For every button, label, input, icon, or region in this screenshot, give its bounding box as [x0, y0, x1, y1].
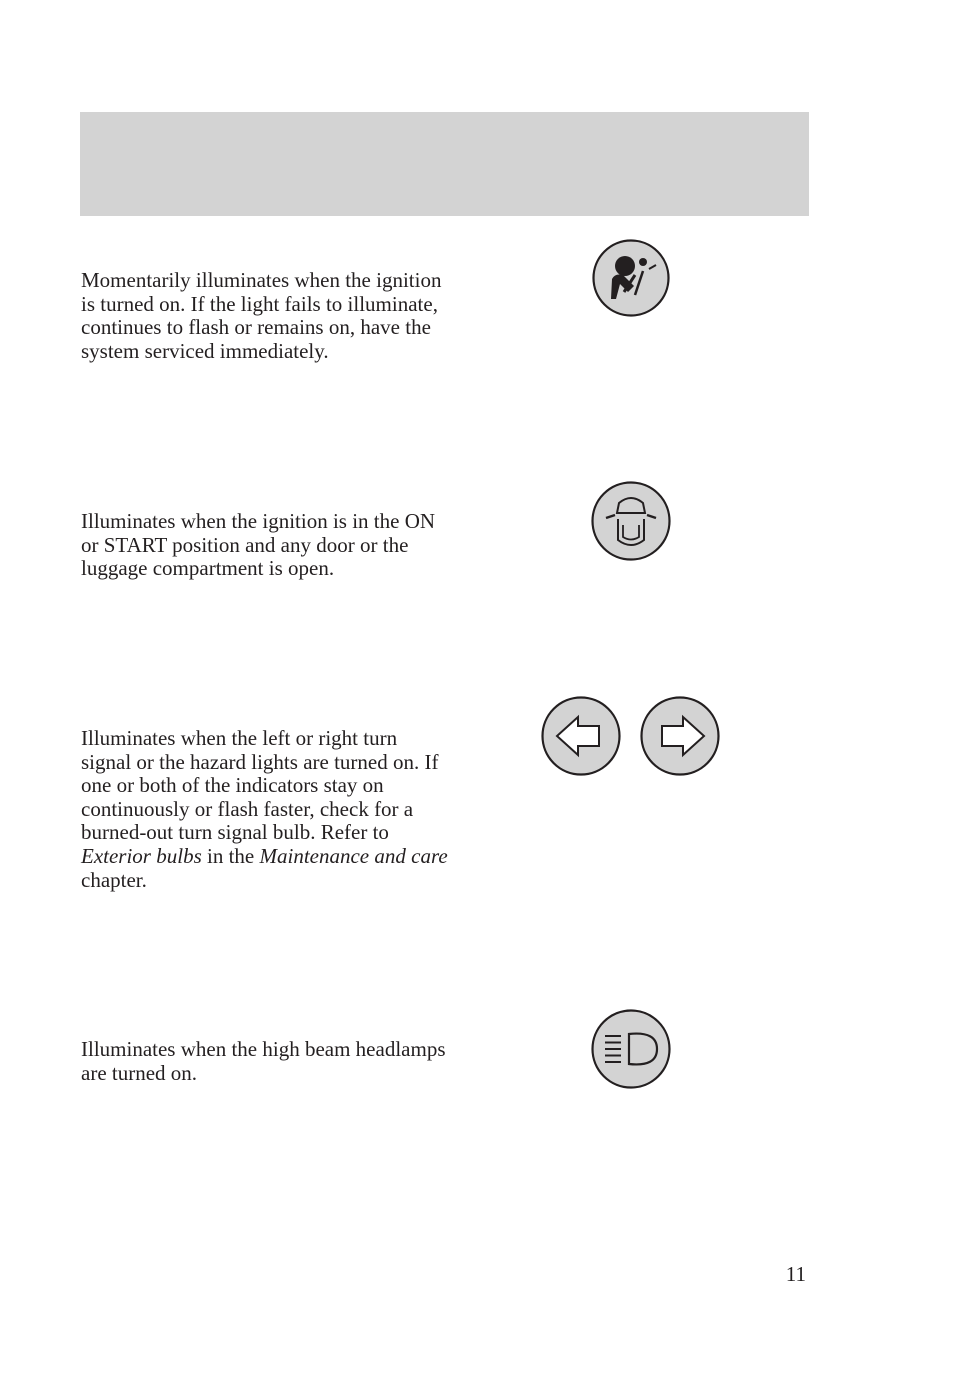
turn-signal-text-2: in the [201, 843, 260, 868]
high-beam-icon [590, 1008, 672, 1090]
turn-signal-text-3: chapter. [81, 867, 147, 892]
exterior-bulbs-reference: Exterior bulbs [81, 843, 202, 868]
header-band [80, 112, 809, 216]
maintenance-care-reference: Maintenance and care [259, 843, 448, 868]
page-number: 11 [785, 1262, 806, 1286]
door-ajar-description: Illuminates when the ignition is in the ON or START position and any door or the luggage compartment is open. [81, 509, 436, 581]
airbag-warning-icon [591, 239, 671, 319]
turn-signal-left-icon [540, 695, 622, 777]
high-beam-description: Illuminates when the high beam headlamps are turned on. [81, 1037, 446, 1085]
turn-signal-text-1: Illuminates when the left or right turn signal or the hazard lights are turned on. If one or both of the indicators stay on continuously or flash faster, check for a burned-out turn signal bulb. Refer to [81, 726, 439, 845]
door-ajar-icon [590, 480, 672, 562]
airbag-description: Momentarily illuminates when the ignition is turned on. If the light fails to illuminate, continues to flash or remains on, have the system serviced immediately. [81, 268, 442, 363]
turn-signal-right-icon [639, 695, 721, 777]
turn-signal-description [81, 727, 451, 892]
